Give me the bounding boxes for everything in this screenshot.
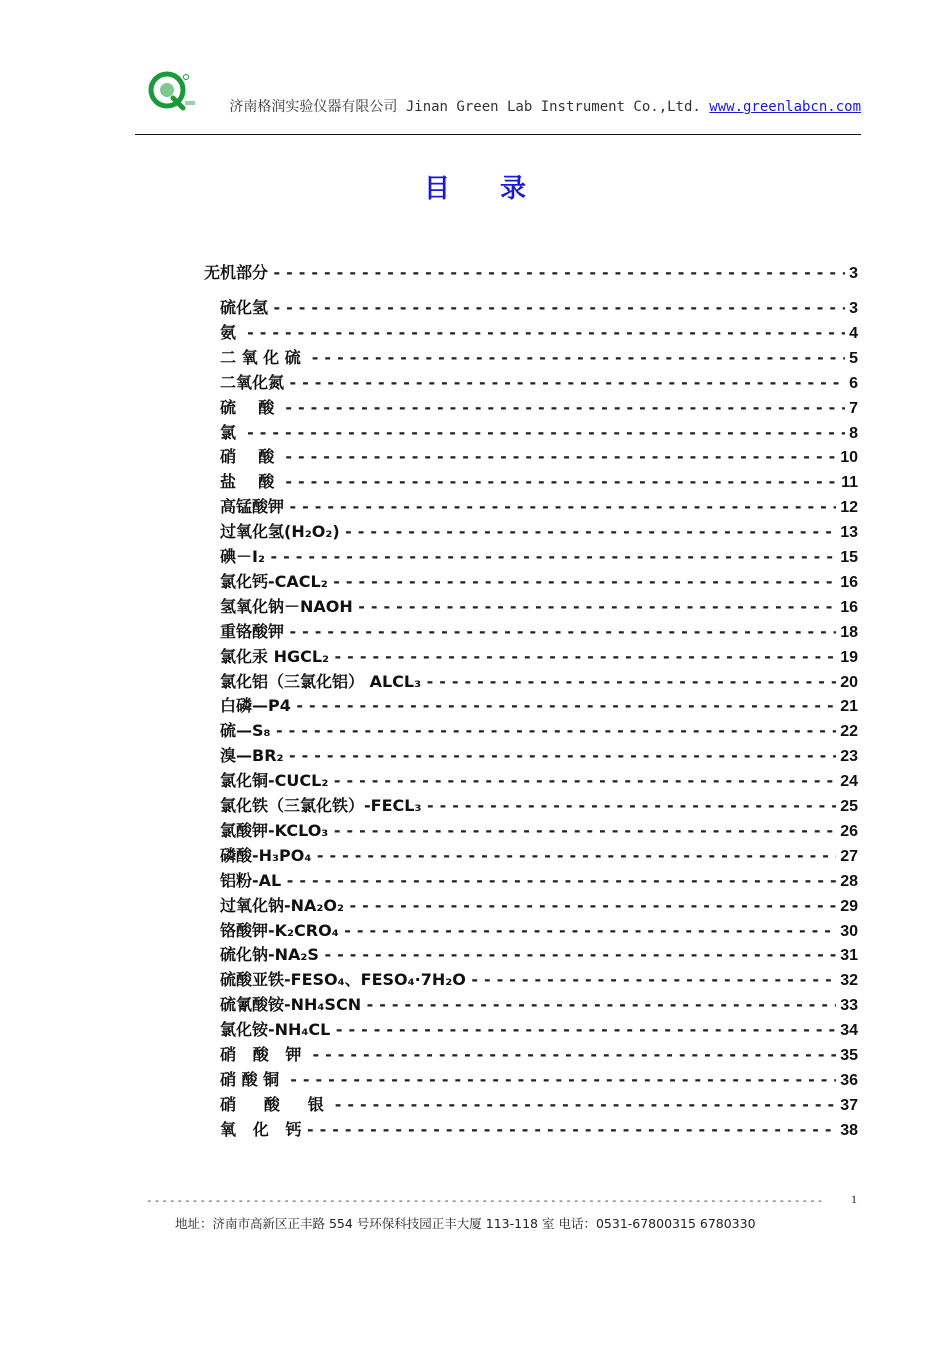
toc-entry[interactable]	[220, 718, 858, 742]
toc-entry-page: 3	[849, 300, 858, 317]
toc-entry-title: 氢氧化钠－NAOH	[220, 596, 353, 616]
footer-address: 地址：济南市高新区正丰路 554 号环保科技园正丰大厦 113-118 室 电话：0531-67800315 6780330	[175, 1216, 756, 1231]
toc-entry-title: 氯化钙-CACL₂	[220, 571, 328, 591]
toc-entry-page: 16	[840, 573, 858, 591]
toc-entry-page: 16	[840, 598, 858, 616]
toc-entry[interactable]	[220, 893, 858, 917]
toc-leader-dots	[284, 447, 836, 466]
toc-entry-page: 33	[840, 997, 858, 1015]
toc-entry-title: 硝 酸 铜	[220, 1069, 285, 1089]
toc-entry-page: 15	[840, 549, 858, 566]
toc-entry-page: 29	[840, 897, 858, 915]
toc-entry-page: 7	[849, 399, 858, 417]
toc-entry[interactable]	[220, 743, 858, 767]
toc-leader-dots	[288, 746, 837, 765]
toc-entry[interactable]	[220, 992, 858, 1016]
toc-leader-dots	[344, 522, 837, 541]
toc-leader-dots	[295, 696, 836, 715]
toc-entry-title: 硝 酸 钾	[220, 1045, 307, 1064]
toc-entry-page: 24	[840, 773, 858, 791]
toc-entry[interactable]	[220, 1042, 858, 1066]
toc-leader-dots	[425, 796, 836, 815]
toc-entry-title: 氧 化 钙	[220, 1119, 302, 1139]
toc-leader-dots	[357, 597, 836, 616]
toc-entry-title: 铝粉-AL	[220, 870, 282, 890]
toc-entry-title: 硫—S₈	[220, 721, 271, 741]
toc-entry-page: 28	[840, 872, 858, 890]
toc-entry-page: 30	[840, 922, 858, 940]
toc-entry-page: 18	[840, 623, 858, 641]
toc-entry-page: 8	[849, 424, 858, 442]
toc-leader-dots	[332, 572, 836, 591]
toc-entry-title: 硫酸亚铁-FESO₄、FESO₄·7H₂O	[220, 970, 466, 990]
toc-leader-dots	[284, 398, 845, 417]
toc-entry[interactable]	[220, 420, 858, 444]
toc-entry[interactable]	[220, 395, 858, 419]
toc-entry[interactable]	[220, 370, 858, 394]
toc-leader-dots	[343, 921, 836, 940]
toc-leader-dots	[348, 896, 836, 915]
toc-entry[interactable]	[220, 345, 858, 369]
toc-entry-page: 5	[849, 349, 858, 367]
toc-entry-page: 27	[840, 847, 858, 865]
toc-entry[interactable]	[220, 868, 858, 892]
toc-entry-title: 过氧化氢(H₂O₂)	[220, 522, 340, 542]
toc-entry[interactable]	[220, 619, 858, 643]
toc-entry-page: 20	[840, 673, 858, 691]
toc-leader-dots	[288, 622, 836, 641]
toc-entry[interactable]	[220, 1092, 858, 1116]
toc-entry-page: 32	[840, 972, 858, 990]
toc-entry[interactable]	[220, 918, 858, 942]
toc-leader-dots	[425, 672, 836, 691]
toc-entry[interactable]	[220, 843, 858, 867]
toc-entry[interactable]	[220, 569, 858, 593]
toc-entry[interactable]	[220, 793, 858, 817]
toc-entry[interactable]	[220, 693, 858, 717]
toc-leader-dots	[332, 771, 836, 790]
toc-entry-title: 氨	[220, 322, 242, 342]
toc-entry-title: 硫 酸	[220, 397, 280, 417]
toc-entry[interactable]	[220, 544, 858, 568]
toc-entry-title: 硫化钠-NA₂S	[220, 945, 319, 965]
toc-leader-dots	[365, 995, 836, 1014]
toc-entry-title: 氯化汞 HGCL₂	[220, 646, 330, 666]
page-header	[135, 62, 861, 136]
toc-entry-title: 铬酸钾-K₂CRO₄	[220, 920, 339, 940]
toc-entry[interactable]	[220, 768, 858, 792]
website-link[interactable]: www.greenlabcn.com	[709, 99, 861, 115]
toc-entry-title: 二 氧 化 硫	[220, 347, 307, 367]
toc-entry-title: 硫化氢	[220, 298, 269, 317]
toc-entry-page: 38	[840, 1121, 858, 1139]
toc-entry[interactable]	[220, 1017, 858, 1041]
toc-leader-dots	[323, 945, 836, 964]
toc-leader-dots	[311, 1045, 836, 1064]
toc-entry-page: 11	[841, 474, 858, 492]
toc-entry-page: 34	[840, 1022, 858, 1040]
toc-entry-title: 白磷—P4	[220, 696, 291, 716]
toc-entry[interactable]	[220, 669, 858, 693]
toc-entry-title: 氯酸钾-KCLO₃	[220, 820, 329, 840]
toc-entry-page: 31	[840, 947, 858, 965]
page-number: 1	[851, 1192, 857, 1206]
toc-leader-dots	[289, 1070, 836, 1089]
toc-leader-dots	[284, 472, 837, 491]
toc-entry-title: 氯	[220, 422, 242, 442]
toc-entry[interactable]	[220, 519, 858, 543]
toc-leader-dots	[272, 298, 845, 317]
toc-leader-dots	[246, 323, 846, 342]
toc-entry-title: 氯化铁（三氯化铁）-FECL₃	[220, 796, 422, 815]
toc-entry[interactable]	[220, 1067, 858, 1091]
company-name: 济南格润实验仪器有限公司 Jinan Green Lab Instrument Co.,Ltd.	[229, 99, 710, 115]
toc-entry-page: 37	[840, 1096, 858, 1114]
toc-entry-title: 过氧化钠-NA₂O₂	[220, 895, 345, 915]
toc-entry-page: 19	[840, 648, 858, 666]
toc-entry[interactable]	[220, 818, 858, 842]
toc-entry-title: 重铬酸钾	[220, 621, 285, 641]
toc-entry-title: 氯化铜-CUCL₂	[220, 771, 329, 791]
toc-entry-title: 溴—BR₂	[220, 746, 284, 766]
toc-entry-page: 36	[840, 1071, 858, 1089]
toc-entry-title: 硫氰酸铵-NH₄SCN	[220, 995, 362, 1015]
page-title: 目录	[423, 174, 576, 204]
footer-divider	[146, 1194, 826, 1206]
toc-leader-dots	[269, 547, 836, 566]
company-logo-icon	[145, 68, 197, 114]
toc-entry-page: 23	[840, 748, 858, 766]
toc-leader-dots	[272, 263, 845, 282]
toc-entry[interactable]	[220, 320, 858, 344]
toc-entry[interactable]	[220, 444, 858, 468]
company-header-text	[229, 96, 861, 116]
toc-entry[interactable]	[204, 260, 858, 284]
toc-entry-page: 3	[849, 265, 858, 282]
toc-leader-dots	[315, 846, 836, 865]
toc-entry[interactable]	[220, 1117, 858, 1141]
toc-leader-dots	[333, 1095, 836, 1114]
toc-leader-dots	[334, 1020, 836, 1039]
toc-leader-dots	[246, 423, 846, 442]
toc-entry-title: 盐 酸	[220, 472, 280, 492]
toc-entry-title: 无机部分	[204, 263, 269, 282]
toc-leader-dots	[333, 647, 836, 666]
toc-leader-dots	[305, 1120, 836, 1139]
header-divider	[135, 134, 861, 135]
toc-entry-page: 13	[840, 524, 858, 542]
toc-entry[interactable]	[220, 644, 858, 668]
toc-entry-title: 二氧化氮	[220, 372, 285, 392]
toc-entry[interactable]	[220, 942, 858, 966]
toc-leader-dots	[310, 348, 845, 367]
toc-entry-page: 35	[840, 1047, 858, 1064]
toc-leader-dots	[275, 721, 837, 740]
toc-entry-title: 硝 酸	[220, 447, 280, 467]
toc-leader-dots	[288, 497, 836, 516]
toc-leader-dots	[285, 871, 836, 890]
toc-entry-page: 4	[849, 324, 858, 342]
toc-entry[interactable]	[220, 594, 858, 618]
toc-entry-title: 氯化铵-NH₄CL	[220, 1020, 331, 1040]
toc-entry-page: 12	[840, 499, 858, 517]
toc-leader-dots	[332, 821, 836, 840]
toc-entry-title: 碘－I₂	[220, 547, 265, 566]
toc-entry-page: 10	[840, 449, 858, 467]
toc-entry-page: 6	[849, 374, 858, 392]
toc-entry-page: 21	[840, 698, 858, 716]
toc-entry-page: 22	[840, 723, 858, 741]
toc-entry-title: 氯化铝（三氯化铝） ALCL₃	[220, 671, 422, 691]
toc-leader-dots	[288, 373, 845, 392]
toc-entry-title: 磷酸-H₃PO₄	[220, 845, 312, 865]
toc-entry[interactable]	[220, 967, 858, 991]
toc-entry-title: 高锰酸钾	[220, 497, 285, 517]
toc-entry[interactable]	[220, 295, 858, 319]
toc-entry-title: 硝 酸 银	[220, 1094, 330, 1114]
toc-entry-page: 26	[840, 822, 858, 840]
toc-leader-dots	[470, 970, 836, 989]
toc-entry[interactable]	[220, 469, 858, 493]
toc-entry[interactable]	[220, 494, 858, 518]
toc-entry-page: 25	[840, 798, 858, 815]
